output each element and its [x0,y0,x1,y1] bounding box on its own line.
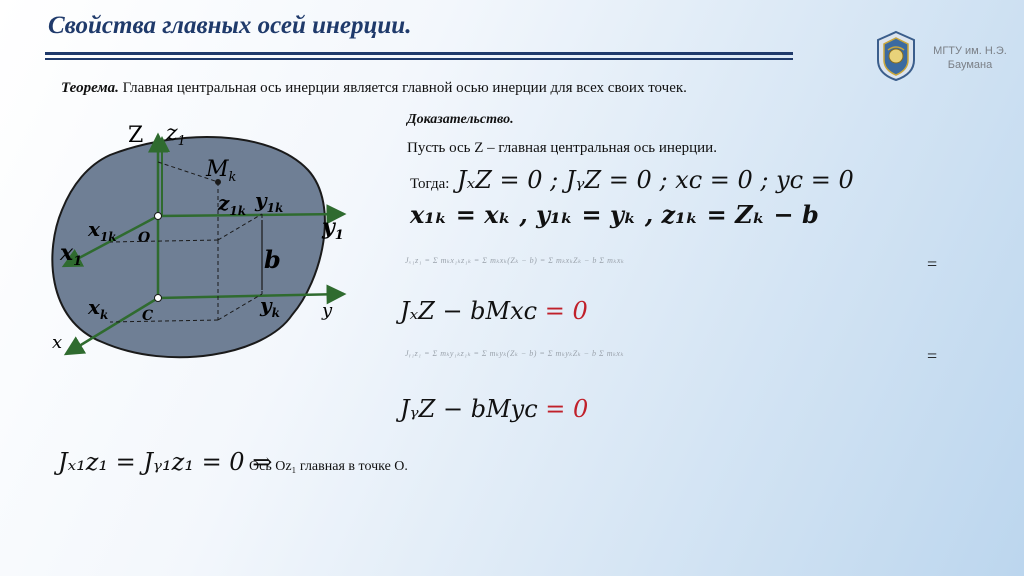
inertia-axes-figure [40,110,385,360]
formula-jy1z1-result: JᵧZ − bMyᴄ = 0 [400,395,589,423]
formula-jy1z1-expansion: Jᵧ₁z₁ = Σ mₖy₁ₖz₁ₖ = Σ mₖyₖ(Zₖ − b) = Σ mₖyₖZₖ − b Σ mₖxₖ [405,349,624,358]
point-C [155,295,162,302]
label-z1: $z_1$ [166,121,186,149]
zero-conditions: JₓZ = 0 ; JᵧZ = 0 ; xᴄ = 0 ; yᴄ = 0 [457,166,854,194]
title-rule-thin [45,58,793,60]
slide-title: Свойства главных осей инерции. [48,12,412,39]
label-xk: $x_k$ [88,295,109,322]
label-b: b [264,245,281,274]
organization-name: МГТУ им. Н.Э. Баумана [933,45,1007,71]
label-Mk: $M_k$ [206,157,237,185]
proof-statement: Пусть ось Z – главная центральная ось инерции. [407,140,717,156]
label-yk: $y_k$ [260,293,280,320]
conclusion-formula: Jₓ₁z₁ = Jᵧ₁z₁ = 0 ⇒ [58,448,273,476]
point-O [155,213,162,220]
label-C: C [142,308,154,324]
formula-coordinate-relations: x₁ₖ = xₖ , y₁ₖ = yₖ , z₁ₖ = Zₖ − b [410,200,819,229]
theorem-text: Главная центральная ось инерции является главной осью инерции для всех своих точек. [118,80,687,96]
equals-sign-2: = [927,346,938,366]
label-O: O [138,230,151,246]
label-z1k: $z_{1k}$ [218,191,247,218]
theorem-label: Теорема. [61,80,119,96]
label-x: x [52,332,63,353]
label-y: y [322,300,333,321]
formula-jx1z1-expansion: Jₓ₁z₁ = Σ mₖx₁ₖz₁ₖ = Σ mₖxₖ(Zₖ − b) = Σ mₖxₖZₖ − b Σ mₖxₖ [405,256,625,265]
label-y1: $y_1$ [322,214,344,243]
formula-jx1z1-result: JₓZ − bMxᴄ = 0 [400,297,588,325]
university-emblem-icon [874,30,918,82]
togda-label: Тогда: [410,176,450,192]
formula-zero-conditions [410,166,854,194]
equals-sign-1: = [927,254,938,274]
proof-title: Доказательство. [407,112,514,127]
label-x1: $x_1$ [60,240,83,269]
theorem [61,80,687,97]
conclusion-text: Ось Oz₁ главная в точке O. [249,459,408,474]
body-outline [52,137,325,357]
label-Z: Z [128,123,144,148]
label-x1k: $x_{1k}$ [88,217,117,244]
title-rule-thick [45,52,793,55]
label-y1k: $y_{1k}$ [255,188,284,215]
